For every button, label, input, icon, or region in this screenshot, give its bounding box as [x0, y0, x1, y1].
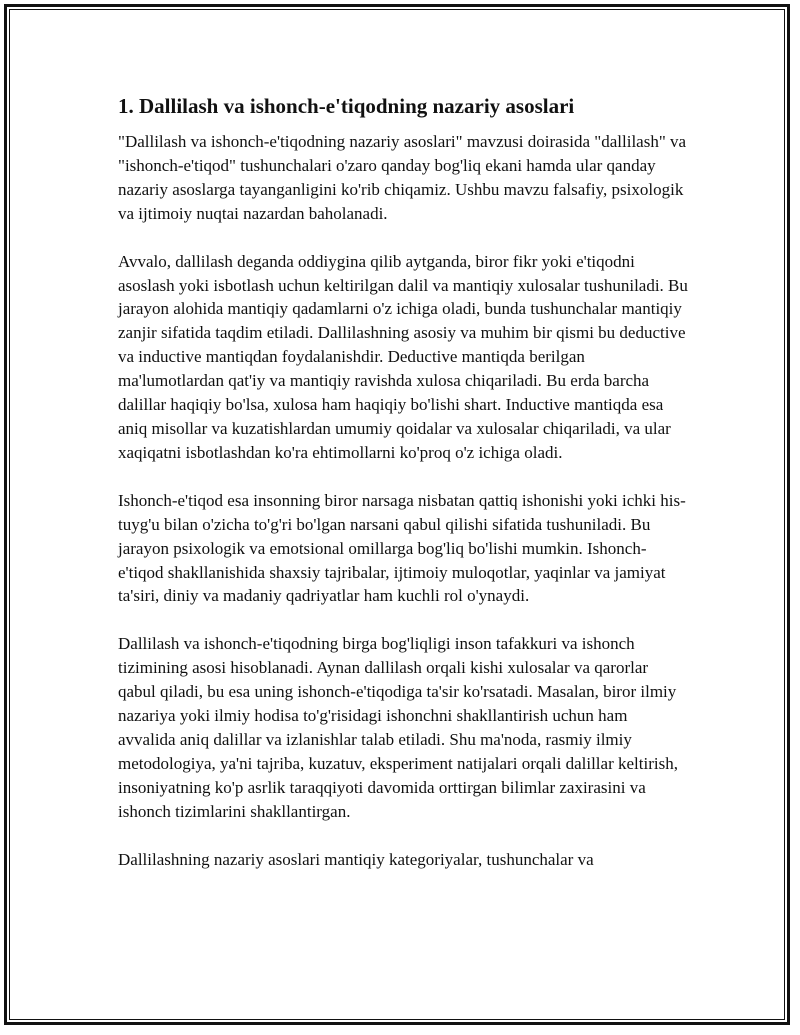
paragraph-5: Dallilashning nazariy asoslari mantiqiy kategoriyalar, tushunchalar va — [118, 849, 594, 869]
paragraph-3: Ishonch-e'tiqod esa insonning biror narsaga nisbatan qattiq ishonishi yoki ichki his-tuyg'u bilan o'zicha to'g'ri bo'lgan narsani qabul qilishi sifatida tushuniladi. Bu jarayon psixologik va emotsional omillarga bog'liq bo'lishi mumkin. Ishonch-e'tiqod shakllanishida shaxsiy tajribalar, ijtimoiy muloqotlar, yaqinlar va jamiyat ta'siri, diniy va madaniy qadriyatlar ham kuchli rol o'ynaydi. — [118, 490, 686, 606]
section-heading: 1. Dallilash va ishonch-e'tiqodning nazariy asoslari — [118, 94, 575, 118]
paragraph-4: Dallilash va ishonch-e'tiqodning birga bog'liqligi inson tafakkuri va ishonch tizimining asosi hisoblanadi. Aynan dallilash orqali kishi xulosalar va qarorlar qabul qiladi, bu esa uning ishonch-e'tiqodiga ta'sir ko'rsatadi. Masalan, biror ilmiy nazariya yoki ilmiy hodisa to'g'risidagi ishonchni shakllantirish uchun ham avvalida aniq dalillar va izlanishlar talab etiladi. Shu ma'noda, rasmiy ilmiy metodologiya, ya'ni tajriba, kuzatuv, eksperiment natijalari orqali dalillar keltirish, insoniyatning ko'p asrlik taraqqiyoti davomida orttirgan bilimlar zaxirasini va ishonch tizimlarini shakllantirgan. — [118, 634, 678, 821]
paragraph-2: Avvalo, dallilash deganda oddiygina qilib aytganda, biror fikr yoki e'tiqodni asoslash yoki isbotlash uchun keltirilgan dalil va mantiqiy xulosalar tushuniladi. Bu jarayon alohida mantiqiy qadamlarni o'z ichiga oladi, bunda tushunchalar mantiqiy zanjir sifatida taqdim etiladi. Dallilashning asosiy va muhim bir qismi bu deductive va inductive mantiqdan foydalanishdir. Deductive mantiqda berilgan ma'lumotlardan qat'iy va mantiqiy ravishda xulosa chiqariladi. Bu erda barcha dalillar haqiqiy bo'lsa, xulosa ham haqiqiy bo'lishi shart. Inductive mantiqda esa aniq misollar va kuzatishlardan umumiy qoidalar va xulosalar chiqariladi, va ular xaqiqatni isbotlashdan ko'ra ehtimollarni ko'proq o'z ichiga oladi. — [118, 251, 688, 462]
paragraph-1: "Dallilash va ishonch-e'tiqodning nazariy asoslari" mavzusi doirasida "dallilash" va "ishonch-e'tiqod" tushunchalari o'zaro qanday bog'liq ekani hamda ular qanday nazariy asoslarga tayanganligini ko'rib chiqamiz. Ushbu mavzu falsafiy, psixologik va ijtimoiy nuqtai nazardan baholanadi. — [118, 132, 687, 223]
document-body — [118, 92, 688, 895]
